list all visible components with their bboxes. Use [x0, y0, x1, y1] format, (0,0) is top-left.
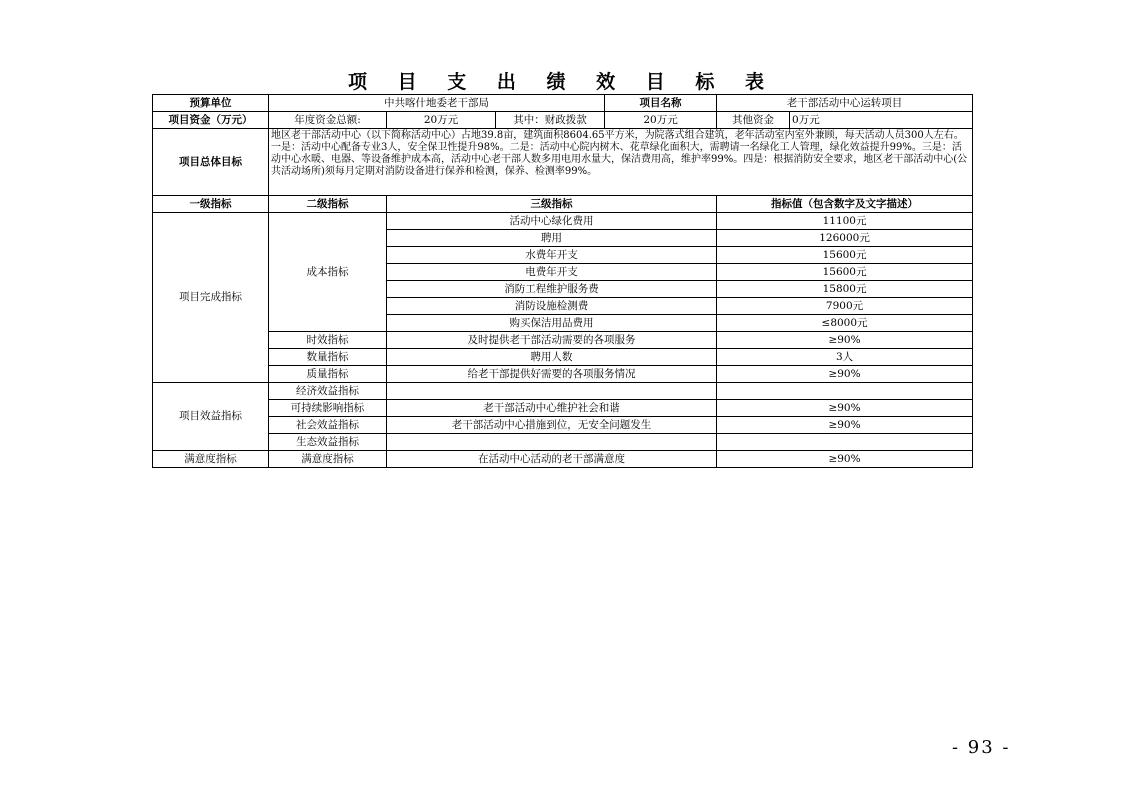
indicator-name: 消防设施检测费 [387, 298, 717, 315]
completion-indicator-label: 项目完成指标 [153, 213, 269, 383]
indicator-value: 7900元 [717, 298, 973, 315]
column-header-level2: 二级指标 [269, 196, 387, 213]
indicator-name: 老干部活动中心维护社会和谐 [387, 400, 717, 417]
fiscal-funds-label: 其中：财政拨款 [496, 112, 605, 129]
other-funds-value: 0万元 [790, 112, 973, 129]
indicator-name: 聘用人数 [387, 349, 717, 366]
table-row [153, 366, 973, 383]
overall-goal-label: 项目总体目标 [153, 129, 269, 196]
benefit-indicator-label: 项目效益指标 [153, 383, 269, 451]
indicator-name: 购买保洁用品费用 [387, 315, 717, 332]
indicator-value: ≥90% [717, 400, 973, 417]
indicator-name: 给老干部提供好需要的各项服务情况 [387, 366, 717, 383]
indicator-value: ≤8000元 [717, 315, 973, 332]
indicator-name: 水费年开支 [387, 247, 717, 264]
table-row [153, 400, 973, 417]
row-overall-goal [153, 129, 973, 196]
overall-goal-text: 地区老干部活动中心（以下简称活动中心）占地39.8亩，建筑面积8604.65平方米，为院落式组合建筑，老年活动室内室外兼顾，每天活动人员300人左右。一是：活动中心配备专业3人，安全保卫性提升98%。二是：活动中心院内树木、花草绿化面积大，需聘请一名绿化工人管理，绿化效益提升99%。三是：活动中心水暖、电器、等设备维护成本高，活动中心老干部人数多用电用水量大，保洁费用高，维护率99%。四是：根据消防安全要求，地区老干部活动中心(公共活动场所)须每月定期对消防设备进行保养和检测，保养、检测率99%。 [269, 129, 973, 196]
row-funds [153, 112, 973, 129]
quantity-indicator-label: 数量指标 [269, 349, 387, 366]
other-funds-label: 其他资金 [717, 112, 790, 129]
column-header-value: 指标值（包含数字及文字描述） [717, 196, 973, 213]
table-row [153, 332, 973, 349]
table-row [153, 434, 973, 451]
indicator-value: ≥90% [717, 451, 973, 468]
indicator-value [717, 383, 973, 400]
page-number: - 93 - [952, 737, 1011, 758]
indicator-value [717, 434, 973, 451]
table-row [153, 349, 973, 366]
cost-indicator-label: 成本指标 [269, 213, 387, 332]
indicator-value: ≥90% [717, 417, 973, 434]
social-indicator-label: 社会效益指标 [269, 417, 387, 434]
indicator-name: 活动中心绿化费用 [387, 213, 717, 230]
indicator-value: 15600元 [717, 264, 973, 281]
annual-funds-value: 20万元 [387, 112, 496, 129]
indicator-value: 11100元 [717, 213, 973, 230]
indicator-value: 126000元 [717, 230, 973, 247]
satisfaction-indicator-label: 满意度指标 [153, 451, 269, 468]
indicator-name: 老干部活动中心措施到位，无安全问题发生 [387, 417, 717, 434]
table-row [153, 451, 973, 468]
ecological-indicator-label: 生态效益指标 [269, 434, 387, 451]
project-name-value: 老干部活动中心运转项目 [717, 95, 973, 112]
indicator-value: ≥90% [717, 366, 973, 383]
row-column-headers [153, 196, 973, 213]
quality-indicator-label: 质量指标 [269, 366, 387, 383]
budget-unit-label: 预算单位 [153, 95, 269, 112]
economic-indicator-label: 经济效益指标 [269, 383, 387, 400]
fiscal-funds-value: 20万元 [605, 112, 717, 129]
budget-unit-value: 中共喀什地委老干部局 [269, 95, 605, 112]
timeliness-indicator-label: 时效指标 [269, 332, 387, 349]
funds-label: 项目资金（万元） [153, 112, 269, 129]
indicator-value: 3人 [717, 349, 973, 366]
indicator-name [387, 383, 717, 400]
column-header-level1: 一级指标 [153, 196, 269, 213]
table-row [153, 383, 973, 400]
sustainable-indicator-label: 可持续影响指标 [269, 400, 387, 417]
page-title: 项 目 支 出 绩 效 目 标 表 [348, 71, 776, 93]
indicator-name: 在活动中心活动的老干部满意度 [387, 451, 717, 468]
indicator-name [387, 434, 717, 451]
row-budget-unit [153, 95, 973, 112]
table-row [153, 213, 973, 230]
column-header-level3: 三级指标 [387, 196, 717, 213]
table-row [153, 417, 973, 434]
indicator-value: ≥90% [717, 332, 973, 349]
indicator-name: 电费年开支 [387, 264, 717, 281]
indicator-name: 聘用 [387, 230, 717, 247]
indicator-name: 消防工程维护服务费 [387, 281, 717, 298]
satisfaction-sub-indicator-label: 满意度指标 [269, 451, 387, 468]
project-name-label: 项目名称 [605, 95, 717, 112]
indicator-name: 及时提供老干部活动需要的各项服务 [387, 332, 717, 349]
performance-table [152, 94, 973, 468]
indicator-value: 15800元 [717, 281, 973, 298]
indicator-value: 15600元 [717, 247, 973, 264]
annual-funds-label: 年度资金总额: [269, 112, 387, 129]
